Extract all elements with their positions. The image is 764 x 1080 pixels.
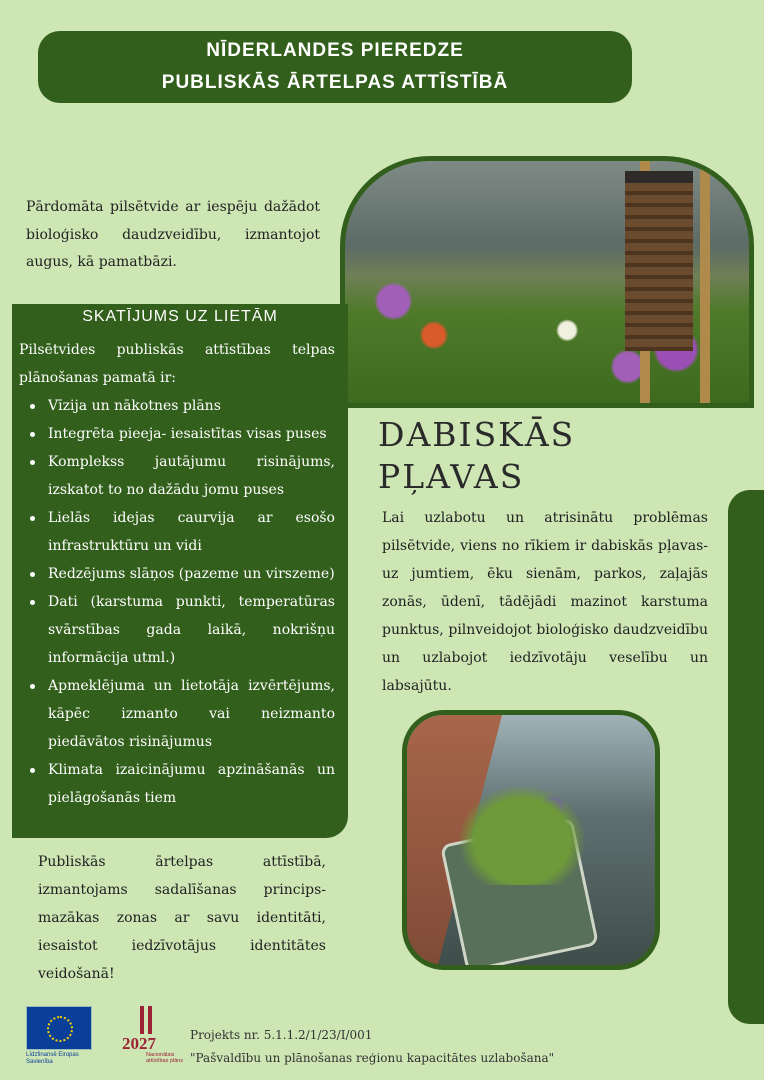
list-item: Vīzija un nākotnes plāns [48, 392, 335, 420]
page-header [38, 31, 632, 103]
list-item: Lielās idejas caurvija ar esošo infrastruktūru un vidi [48, 504, 335, 560]
section-title: SKATĪJUMS UZ LIETĀM [82, 308, 278, 325]
list-item: Klimata izaicinājumu apzināšanās un pielāgošanās tiem [48, 756, 335, 812]
np-bar [148, 1006, 152, 1034]
header-title-line1: NĪDERLANDES PIEREDZE [206, 40, 464, 61]
np-year: 2027 [122, 1034, 156, 1053]
boat-plants [447, 775, 597, 885]
meadow-heading-line2: PĻAVAS [378, 457, 525, 496]
principles-list [48, 392, 335, 812]
national-plan-logo [118, 1004, 174, 1053]
closing-text: Publiskās ārtelpas attīstībā, izmantojams sadalīšanas princips- mazākas zonas ar savu identitāti, iesaistot iedzīvotājus identitātes veidošanā! [38, 854, 326, 982]
eu-caption: Līdzfinansē Eiropas Savienība [26, 1052, 79, 1065]
meadow-text: Lai uzlabotu un atrisinātu problēmas pilsētvide, viens no rīkiem ir dabiskās pļavas- uz jumtiem, ēku sienām, parkos, zaļajās zonās, ūdenī, tādējādi mazinot karstuma punktus, pilnveidojot bioloģisko daudzveidību un uzlabojot iedzīvotāju veselību un labsajūtu. [382, 510, 708, 694]
eu-stars-icon [47, 1016, 73, 1042]
intro-text: Pārdomāta pilsētvide ar iespēju dažādot bioloģisko daudzveidību, izmantojot augus, kā pamatbāzi. [26, 199, 320, 270]
eu-flag-logo [26, 1006, 92, 1050]
project-number: Projekts nr. 5.1.1.2/1/23/I/001 [190, 1028, 373, 1042]
decorative-side-bar [728, 490, 764, 1024]
list-item: Redzējums slāņos (pazeme un virszeme) [48, 560, 335, 588]
project-info [190, 1024, 610, 1070]
project-title: "Pašvaldību un plānošanas reģionu kapacitātes uzlabošana" [190, 1051, 555, 1065]
insect-hotel [625, 171, 693, 351]
list-item: Apmeklējuma un lietotāja izvērtējums, kāpēc izmanto vai neizmanto piedāvātos risinājumus [48, 672, 335, 756]
garden-photo [340, 156, 754, 408]
list-item: Komplekss jautājumu risinājums, izskatot to no dažādu jomu puses [48, 448, 335, 504]
meadow-heading [378, 414, 638, 498]
list-item: Dati (karstuma punkti, temperatūras svārstības gada laikā, nokrišņu informācija utml.) [48, 588, 335, 672]
wooden-post [700, 161, 710, 408]
section-lead-line1: Pilsētvides publiskās attīstības telpas [19, 342, 335, 358]
meadow-heading-line1: DABISKĀS [378, 415, 576, 454]
canal-photo [402, 710, 660, 970]
header-title-line2: PUBLISKĀS ĀRTELPAS ATTĪSTĪBĀ [161, 72, 509, 93]
np-bar [140, 1006, 144, 1034]
list-item: Integrēta pieeja- iesaistītas visas puses [48, 420, 335, 448]
viewpoint-section [12, 304, 348, 838]
np-caption: Nacionālais attīstības plāns [146, 1052, 183, 1064]
section-lead-line2: plānošanas pamatā ir: [19, 370, 177, 386]
